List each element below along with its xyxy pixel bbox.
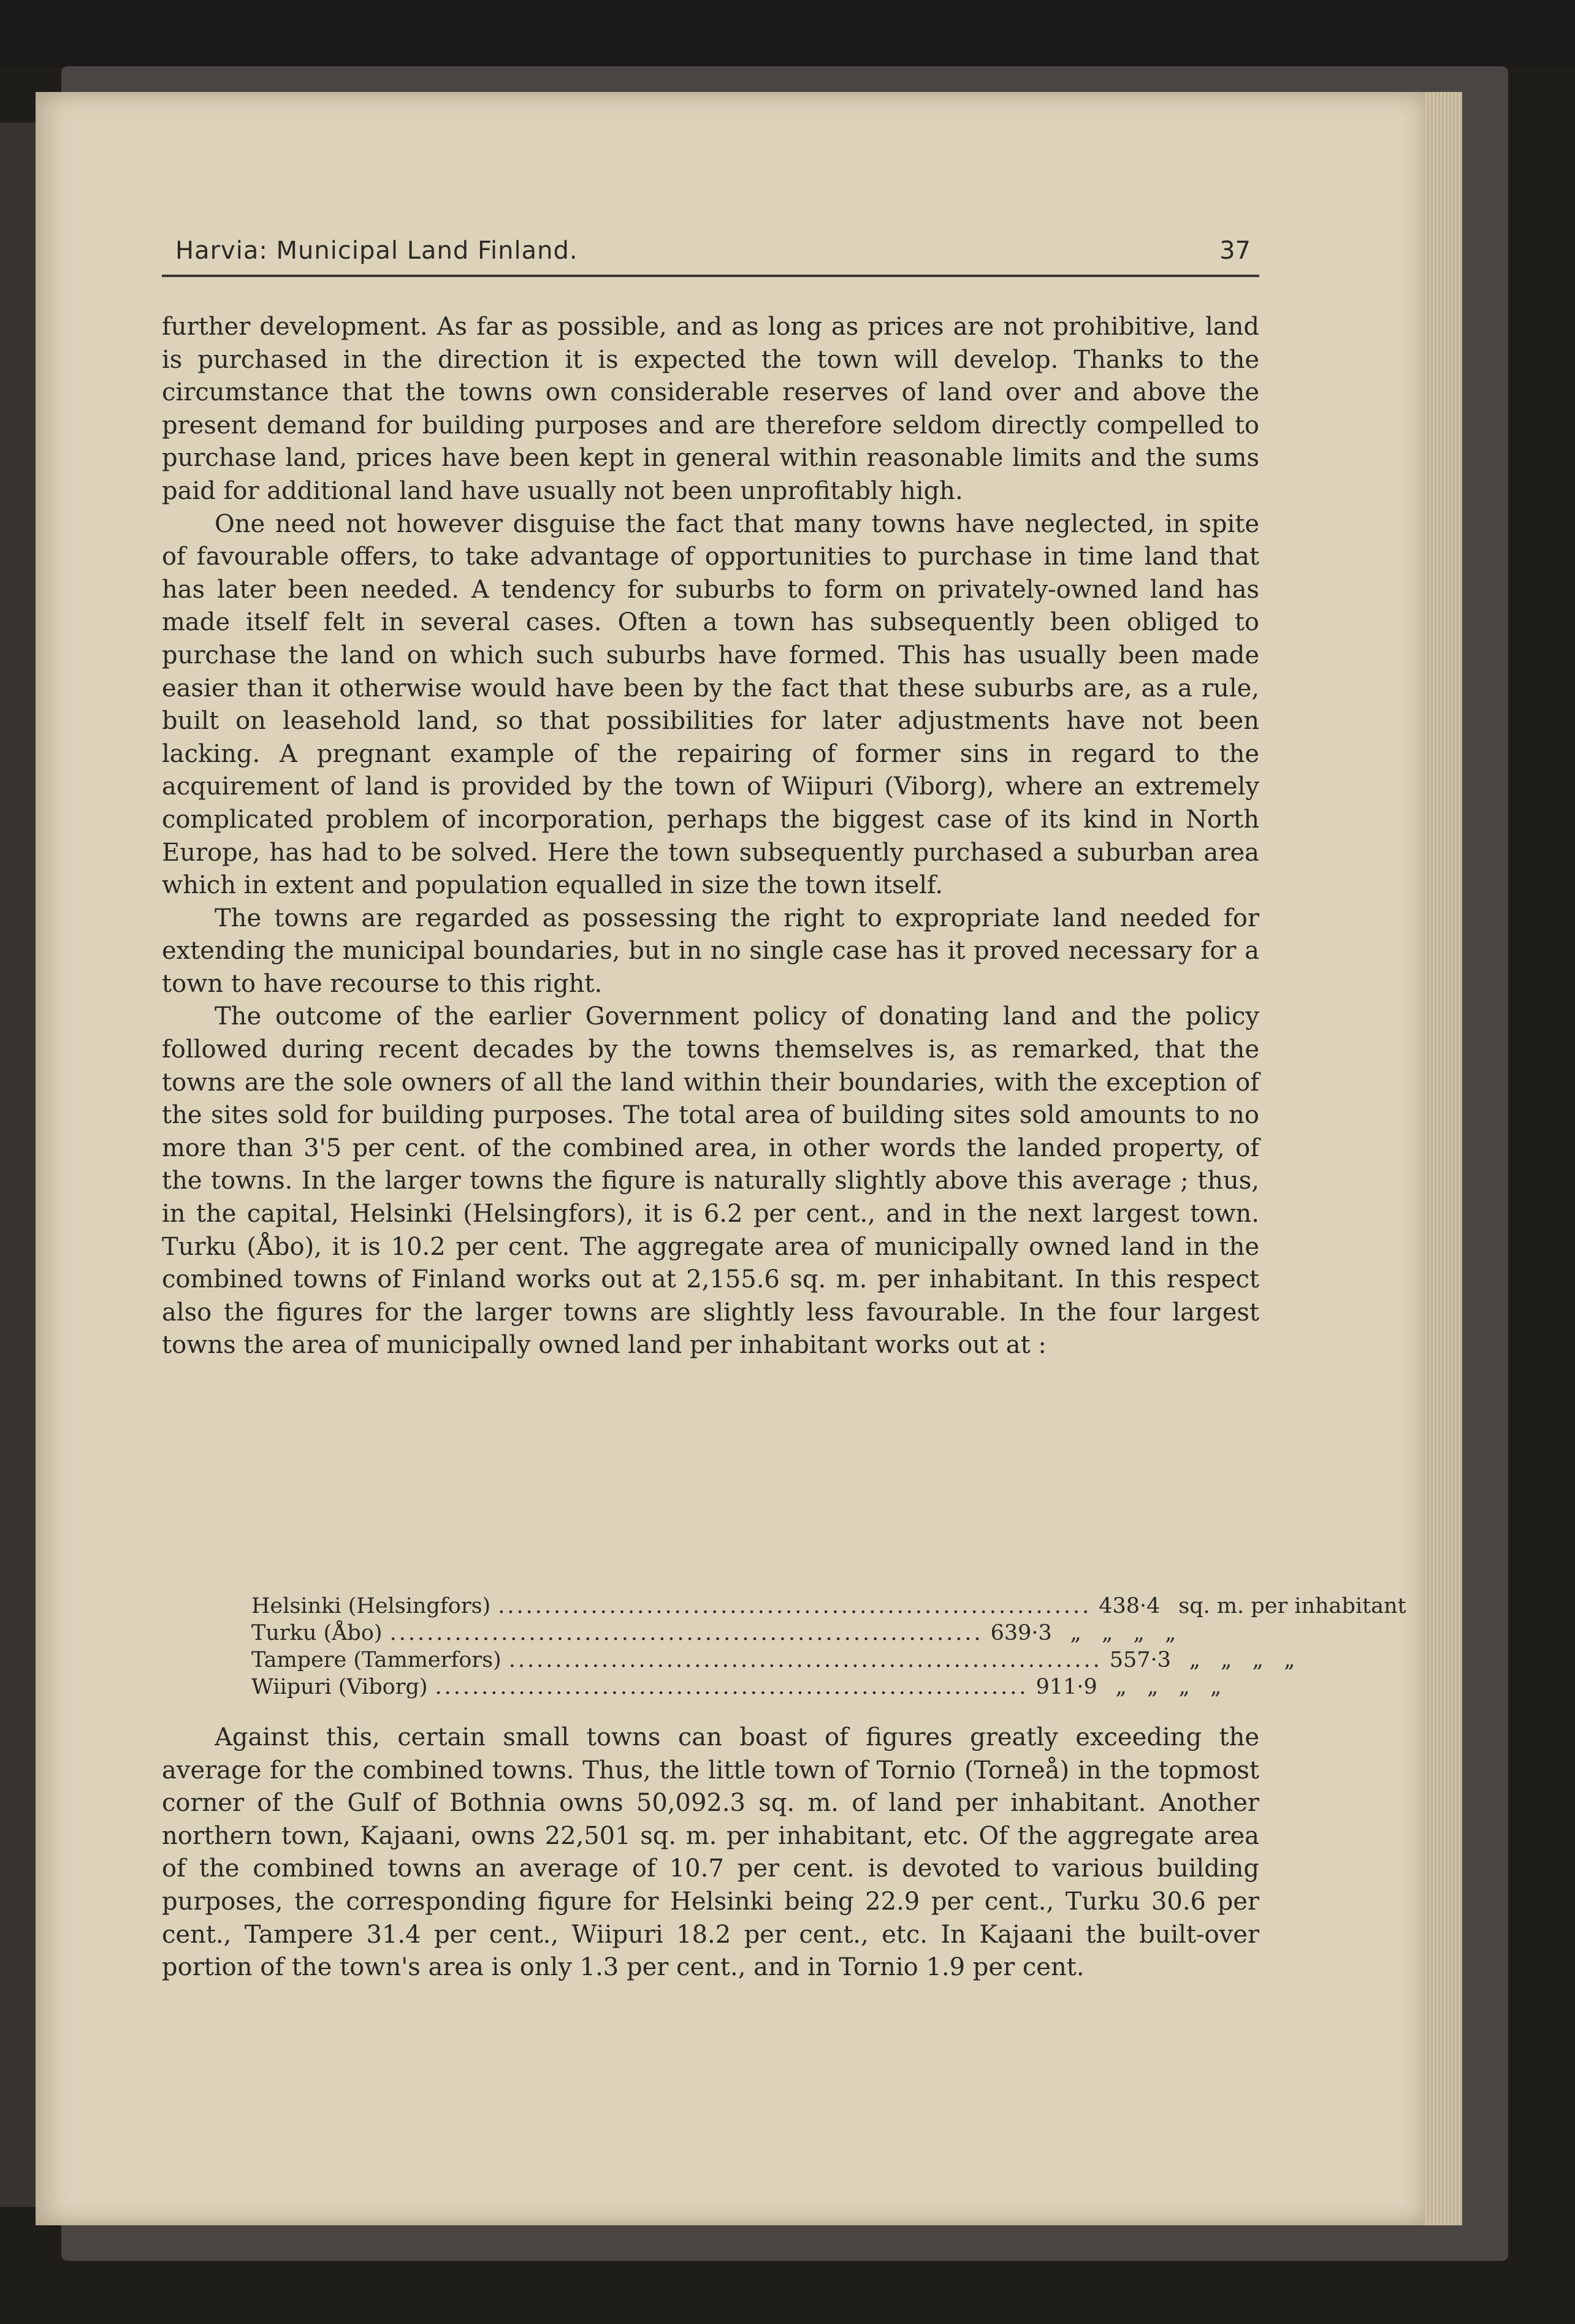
running-title: Harvia: Municipal Land Finland. — [175, 237, 578, 265]
book-spine — [0, 123, 36, 2207]
paragraph: The outcome of the earlier Government policy of donating land and the policy followed during recent decades by the towns themselves is, as remarked, that the towns are the sole owners of all the land within their boundaries, with the exception of the sites sold for building purposes. The total area of building sites sold amounts to no more than 3'5 per cent. of the combined area, in other words the landed property, of the towns. In the larger towns the figure is naturally slightly above this average ; thus, in the capital, Helsinki (Helsingfors), it is 6.2 per cent., and in the next largest town. Turku (Åbo), it is 10.2 per cent. The aggregate area of municipally owned land in the combined towns of Finland works out at 2,155.6 sq. m. per inhabitant. In this respect also the figures for the larger towns are slightly less favourable. In the four largest towns the area of municipally owned land per inhabitant works out at : — [162, 1002, 1259, 1360]
table-row — [251, 1620, 1208, 1647]
town-name: Turku (Åbo) — [251, 1621, 383, 1645]
closing-text — [162, 1721, 1259, 1984]
town-name: Helsinki (Helsingfors) — [251, 1594, 491, 1618]
paragraph: The towns are regarded as possessing the right to expropriate land needed for extending the municipal boundaries, but in no single case has it proved necessary for a town to have recourse to this right. — [162, 904, 1259, 998]
table-row — [251, 1674, 1222, 1701]
unit-label: sq. m. per inhabitant — [1178, 1594, 1406, 1618]
running-header — [162, 228, 1259, 277]
unit-label: „ „ „ „ — [1115, 1675, 1222, 1699]
land-value: 438·4 — [1099, 1594, 1161, 1618]
town-name: Wiipuri (Viborg) — [251, 1675, 428, 1699]
town-name: Tampere (Tammerfors) — [251, 1648, 501, 1672]
table-row — [251, 1593, 1406, 1620]
paragraph: One need not however disguise the fact that many towns have neglected, in spite of favourable offers, to take advantage of opportunities to purchase in time land that has later been needed. A tendency for suburbs to form on privately-owned land has made itself felt in several cases. Often a town has subsequently been obliged to purchase the land on which such suburbs have formed. This has usually been made easier than it otherwise would have been by the fact that these suburbs are, as a rule, built on leasehold land, so that possibilities for later adjustments have not been lacking. A pregnant example of the repairing of former sins in regard to the acquirement of land is provided by the town of Wiipuri (Viborg), where an extremely complicated problem of incorporation, perhaps the biggest case of its kind in North Europe, has had to be solved. Here the town subsequently purchased a suburban area which in extent and population equalled in size the town itself. — [162, 509, 1259, 900]
leader-dots: ................................................................ — [389, 1621, 983, 1645]
paragraph: further development. As far as possible, and as long as prices are not prohibitive, land is purchased in the direction it is expected the town will develop. Thanks to the circumstance that the towns own considerable reserves of land over and above the present demand for building purposes and are therefore seldom directly compelled to purchase land, prices have been kept in general within reasonable limits and the sums paid for additional land have usually not been unprofitably high. — [162, 313, 1259, 505]
page-edges — [1425, 92, 1462, 2225]
land-value: 557·3 — [1109, 1648, 1171, 1672]
unit-label: „ „ „ „ — [1189, 1648, 1295, 1672]
page-number: 37 — [1219, 237, 1251, 265]
leader-dots: ................................................................ — [498, 1594, 1092, 1618]
land-value: 639·3 — [990, 1621, 1052, 1645]
background-top — [0, 0, 1575, 67]
table-row — [251, 1647, 1295, 1674]
paragraph: Against this, certain small towns can boast of figures greatly exceeding the average for the combined towns. Thus, the little town of Tornio (Torneå) in the topmost corner of the Gulf of Bothnia owns 50,092.3 sq. m. of land per inhabitant. Another northern town, Kajaani, owns 22,501 sq. m. per inhabitant, etc. Of the aggregate area of the combined towns an average of 10.7 per cent. is devoted to various building purposes, the corresponding figure for Helsinki being 22.9 per cent., Turku 30.6 per cent., Tampere 31.4 per cent., Wiipuri 18.2 per cent., etc. In Kajaani the built-over portion of the town's area is only 1.3 per cent., and in Tornio 1.9 per cent. — [162, 1723, 1259, 1982]
leader-dots: ................................................................ — [435, 1675, 1029, 1699]
land-per-inhabitant-table — [251, 1593, 1406, 1701]
body-text — [162, 311, 1259, 1362]
leader-dots: ................................................................ — [508, 1648, 1102, 1672]
land-value: 911·9 — [1035, 1675, 1097, 1699]
unit-label: „ „ „ „ — [1070, 1621, 1176, 1645]
